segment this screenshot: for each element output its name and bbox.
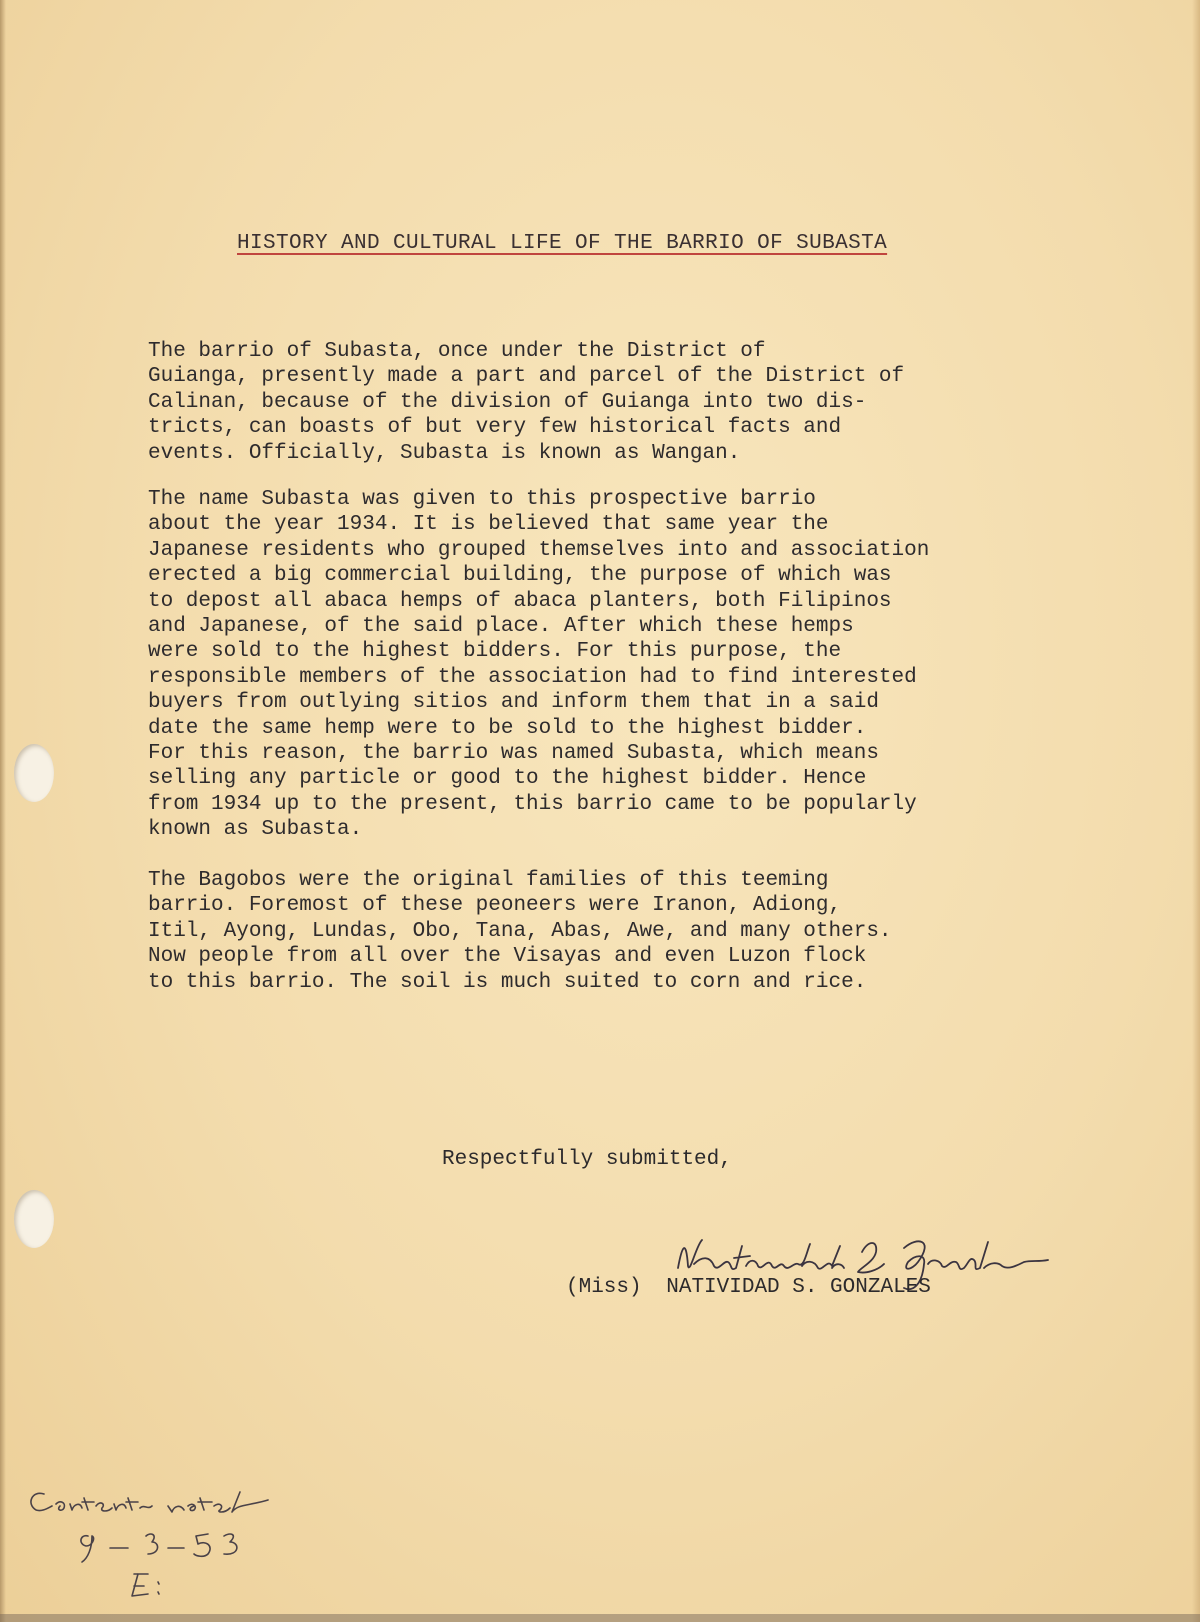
page-left-edge	[0, 0, 6, 1622]
handwritten-margin-notation	[18, 1478, 318, 1618]
paragraph-families: The Bagobos were the original families of this teeming barrio. Foremost of these peoneers were Iranon, Adiong, Itil, Ayong, Lundas, Obo, Tana, Abas, Awe, and many others. Now people from all over the Visayas and even Luzon flock to this barrio. The soil is much suited to corn and rice.	[148, 869, 892, 994]
document-title: HISTORY AND CULTURAL LIFE OF THE BARRIO OF SUBASTA	[237, 232, 888, 255]
signatory-honorific: (Miss)	[566, 1276, 642, 1299]
closing-line: Respectfully submitted,	[442, 1148, 732, 1171]
bottom-scan-strip	[0, 1614, 1200, 1622]
punch-hole	[14, 744, 54, 802]
page-right-edge	[1192, 0, 1200, 1622]
signatory-name: NATIVIDAD S. GONZALES	[666, 1276, 931, 1299]
paragraph-intro: The barrio of Subasta, once under the District of Guianga, presently made a part and parcel of the District of Calinan, because of the division of Guianga into two dis- tricts, can boasts of but very few historical facts and events. Officially, Subasta is known as Wangan.	[148, 340, 905, 465]
paragraph-name-origin: The name Subasta was given to this prospective barrio about the year 1934. It is believed that same year the Japanese residents who grouped themselves into and association erected a big commercial building, the purpose of which was to depost all abaca hemps of abaca planters, both Filipinos and Japanese, of the said place. After which these hemps were sold to the highest bidders. For this purpose, the responsible members of the association had to find interested buyers from outlying sitios and inform them that in a said date the same hemp were to be sold to the highest bidder. For this reason, the barrio was named Subasta, which means selling any particle or good to the highest bidder. Hence from 1934 up to the present, this barrio came to be popularly known as Subasta.	[148, 488, 930, 842]
punch-hole	[14, 1190, 54, 1248]
signatory-line	[566, 1276, 931, 1299]
